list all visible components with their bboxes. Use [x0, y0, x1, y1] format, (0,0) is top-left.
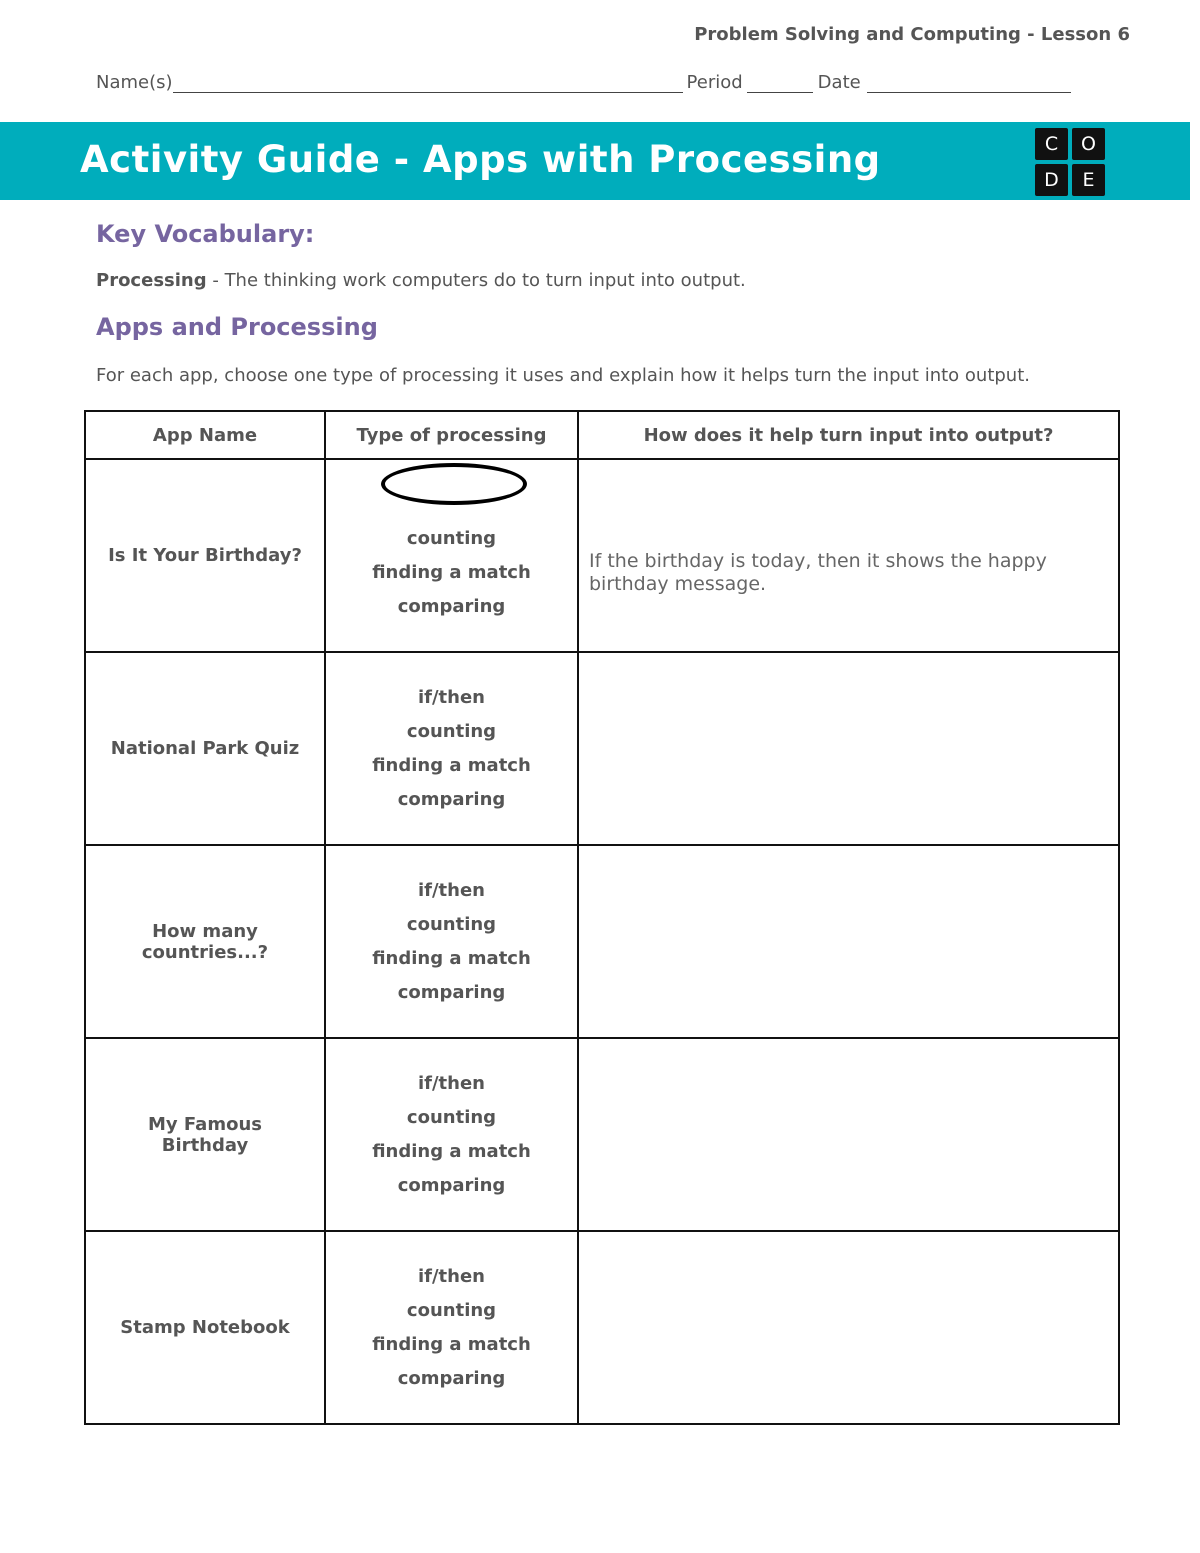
- selection-oval: [381, 463, 527, 505]
- lesson-header: Problem Solving and Computing - Lesson 6: [694, 24, 1130, 45]
- app-name: Stamp Notebook: [85, 1231, 325, 1424]
- app-name: How many countries...?: [85, 845, 325, 1038]
- vocab-entry: [96, 270, 746, 291]
- option-counting[interactable]: counting: [406, 720, 497, 742]
- option-finding-a-match[interactable]: finding a match: [372, 1140, 531, 1162]
- processing-options: [325, 459, 578, 652]
- app-name: Is It Your Birthday?: [85, 459, 325, 652]
- name-field[interactable]: [173, 70, 683, 93]
- answer-cell[interactable]: [578, 1231, 1119, 1424]
- option-counting[interactable]: counting: [406, 527, 497, 549]
- date-field[interactable]: [867, 70, 1071, 93]
- option-comparing[interactable]: comparing: [397, 1174, 506, 1196]
- section-heading: Apps and Processing: [96, 313, 378, 341]
- title-banner: [0, 122, 1190, 200]
- option-if-then[interactable]: if/then: [417, 686, 486, 708]
- app-name: National Park Quiz: [85, 652, 325, 845]
- option-finding-a-match[interactable]: finding a match: [372, 1333, 531, 1355]
- option-if-then[interactable]: if/then: [417, 879, 486, 901]
- header-explanation: How does it help turn input into output?: [578, 411, 1119, 459]
- page-title: Activity Guide - Apps with Processing: [80, 138, 881, 181]
- period-field[interactable]: [747, 70, 813, 93]
- vocab-term: Processing: [96, 270, 207, 291]
- answer-cell[interactable]: If the birthday is today, then it shows the happy birthday message.: [578, 459, 1119, 652]
- answer-cell[interactable]: [578, 845, 1119, 1038]
- processing-options: [325, 652, 578, 845]
- processing-options: [325, 1231, 578, 1424]
- answer-cell[interactable]: [578, 1038, 1119, 1231]
- option-if-then[interactable]: if/then: [417, 1072, 486, 1094]
- option-finding-a-match[interactable]: finding a match: [372, 561, 531, 583]
- name-label: Name(s): [96, 72, 173, 93]
- answer-cell[interactable]: [578, 652, 1119, 845]
- logo-letter: E: [1072, 164, 1105, 196]
- logo-letter: O: [1072, 128, 1105, 160]
- option-if-then[interactable]: if/then: [417, 1265, 486, 1287]
- vocab-heading: Key Vocabulary:: [96, 220, 315, 248]
- logo-letter: D: [1035, 164, 1068, 196]
- option-comparing[interactable]: comparing: [397, 981, 506, 1003]
- option-comparing[interactable]: comparing: [397, 788, 506, 810]
- header-app-name: App Name: [85, 411, 325, 459]
- table-row: [85, 1231, 1119, 1424]
- option-counting[interactable]: counting: [406, 1299, 497, 1321]
- table-header-row: [85, 411, 1119, 459]
- vocab-definition: - The thinking work computers do to turn input into output.: [206, 270, 746, 291]
- option-comparing[interactable]: comparing: [397, 1367, 506, 1389]
- instructions: For each app, choose one type of processing it uses and explain how it helps turn the input into output.: [96, 365, 1030, 386]
- table-row: [85, 459, 1119, 652]
- processing-table: [84, 410, 1120, 1425]
- table-row: [85, 652, 1119, 845]
- table-row: [85, 845, 1119, 1038]
- date-label: Date: [817, 72, 861, 93]
- processing-options: [325, 845, 578, 1038]
- app-name: My Famous Birthday: [85, 1038, 325, 1231]
- option-counting[interactable]: counting: [406, 913, 497, 935]
- period-label: Period: [686, 72, 743, 93]
- processing-options: [325, 1038, 578, 1231]
- option-finding-a-match[interactable]: finding a match: [372, 947, 531, 969]
- option-finding-a-match[interactable]: finding a match: [372, 754, 531, 776]
- option-counting[interactable]: counting: [406, 1106, 497, 1128]
- logo-letter: C: [1035, 128, 1068, 160]
- option-comparing[interactable]: comparing: [397, 595, 506, 617]
- table-row: [85, 1038, 1119, 1231]
- student-info-line: [96, 70, 1076, 93]
- header-processing-type: Type of processing: [325, 411, 578, 459]
- code-logo: [1035, 128, 1105, 196]
